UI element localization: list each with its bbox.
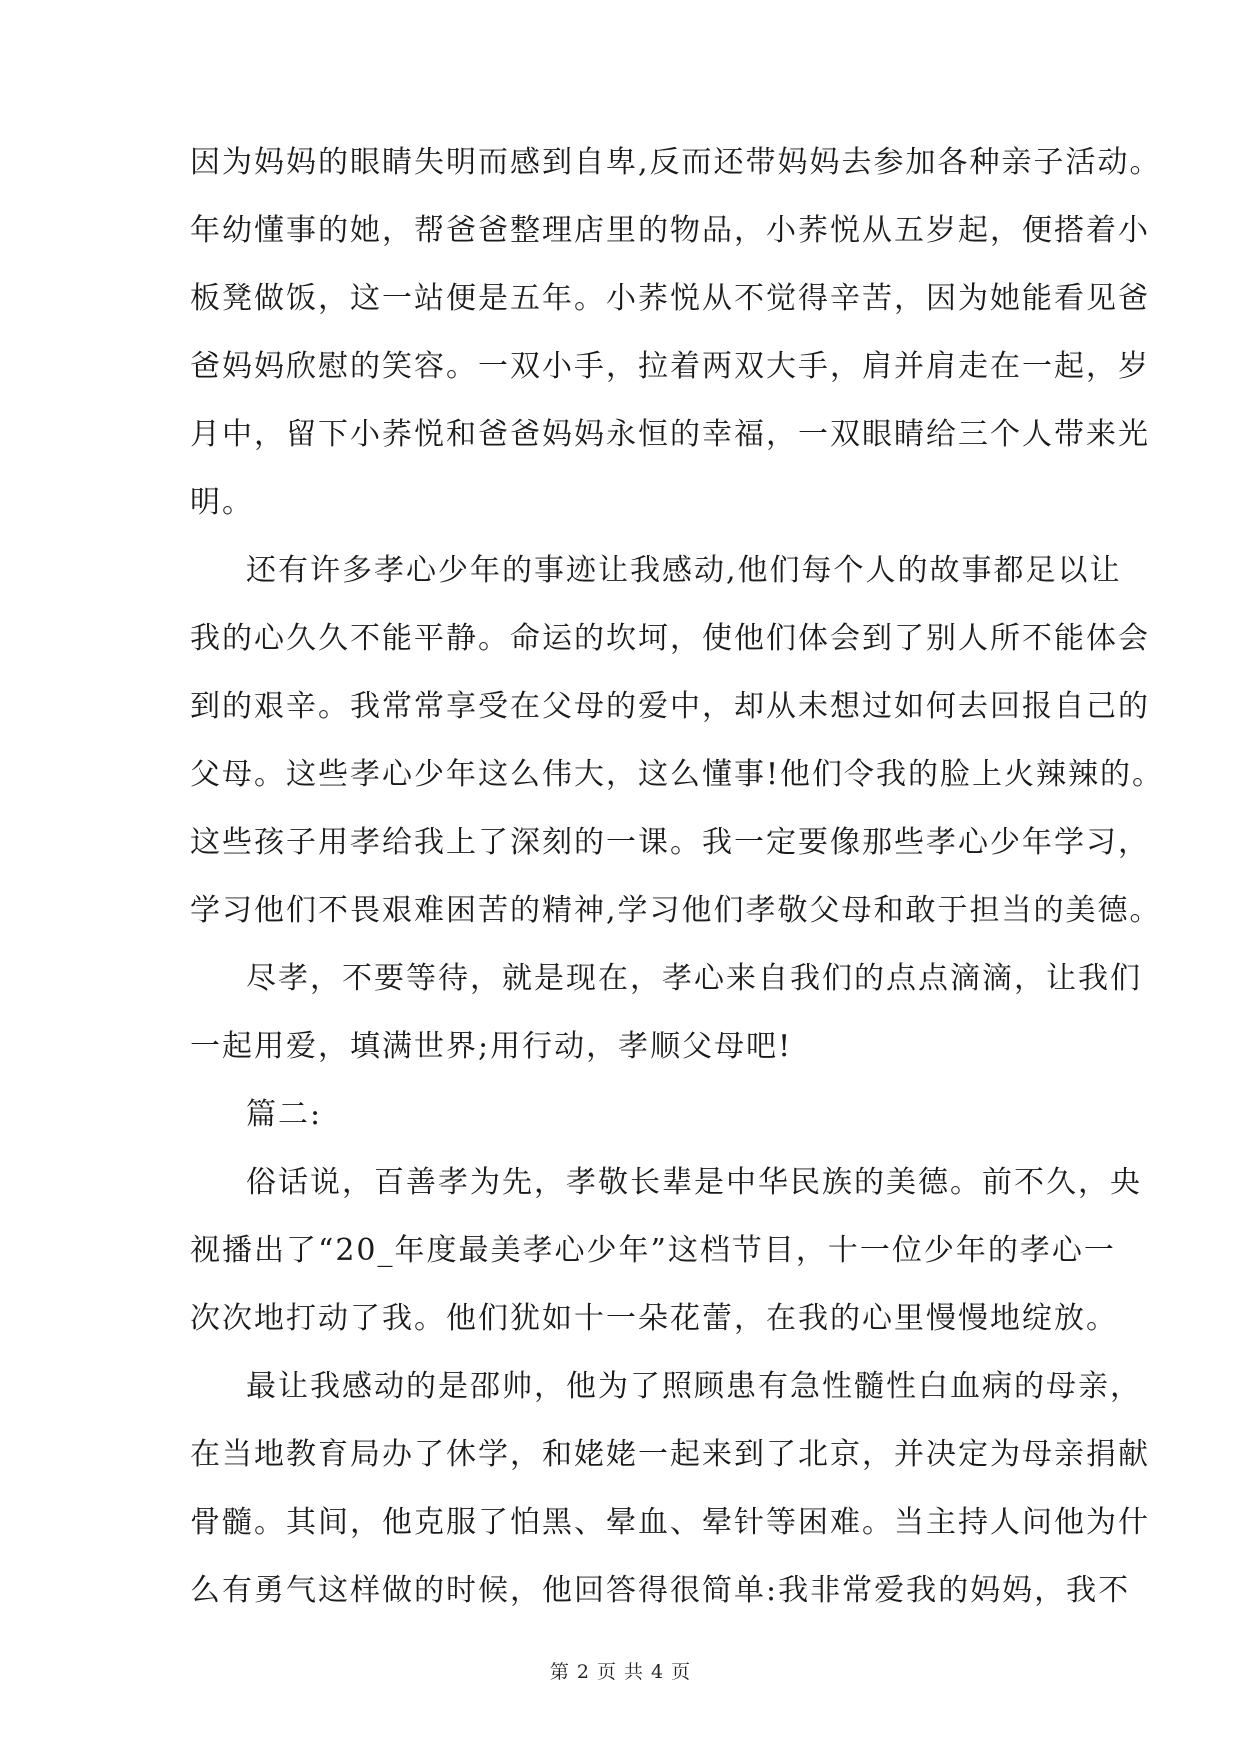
text-line: 这些孩子用孝给我上了深刻的一课。我一定要像那些孝心少年学习，: [190, 825, 1150, 860]
text-line: 学习他们不畏艰难困苦的精神,学习他们孝敬父母和敢于担当的美德。: [190, 893, 1162, 928]
text-line: 到的艰辛。我常常享受在父母的爱中，却从未想过如何去回报自己的: [190, 689, 1150, 724]
text-line: 最让我感动的是邵帅，他为了照顾患有急性髓性白血病的母亲，: [246, 1369, 1142, 1404]
text-line: 么有勇气这样做的时候，他回答得很简单:我非常爱我的妈妈，我不: [190, 1573, 1131, 1608]
text-line: 我的心久久不能平静。命运的坎坷，使他们体会到了别人所不能体会: [190, 621, 1150, 656]
text-line: 爸妈妈欣慰的笑容。一双小手，拉着两双大手，肩并肩走在一起，岁: [190, 349, 1150, 384]
text-line: 在当地教育局办了休学，和姥姥一起来到了北京，并决定为母亲捐献: [190, 1437, 1150, 1472]
text-line: 视播出了“20_年度最美孝心少年”这档节目，十一位少年的孝心一: [190, 1233, 1116, 1268]
text-line: 俗话说，百善孝为先，孝敬长辈是中华民族的美德。前不久，央: [246, 1165, 1142, 1200]
text-line: 月中，留下小荞悦和爸爸妈妈永恒的幸福，一双眼睛给三个人带来光: [190, 417, 1150, 452]
text-line: 尽孝，不要等待，就是现在，孝心来自我们的点点滴滴，让我们: [246, 961, 1142, 996]
text-line: 明。: [190, 485, 254, 520]
text-line: 父母。这些孝心少年这么伟大，这么懂事!他们令我的脸上火辣辣的。: [190, 757, 1165, 792]
text-line: 次次地打动了我。他们犹如十一朵花蕾，在我的心里慢慢地绽放。: [190, 1301, 1118, 1336]
text-line: 板凳做饭，这一站便是五年。小荞悦从不觉得辛苦，因为她能看见爸: [190, 281, 1150, 316]
text-line: 年幼懂事的她，帮爸爸整理店里的物品，小荞悦从五岁起，便搭着小: [190, 213, 1150, 248]
text-line: 还有许多孝心少年的事迹让我感动,他们每个人的故事都足以让: [246, 553, 1122, 588]
text-line: 因为妈妈的眼睛失明而感到自卑,反而还带妈妈去参加各种亲子活动。: [190, 145, 1162, 180]
text-line: 一起用爱，填满世界;用行动，孝顺父母吧!: [190, 1029, 793, 1064]
page-footer: 第 2 页 共 4 页: [549, 1661, 692, 1683]
section-heading: 篇二:: [246, 1097, 323, 1132]
text-line: 骨髓。其间，他克服了怕黑、晕血、晕针等困难。当主持人问他为什: [190, 1505, 1150, 1540]
